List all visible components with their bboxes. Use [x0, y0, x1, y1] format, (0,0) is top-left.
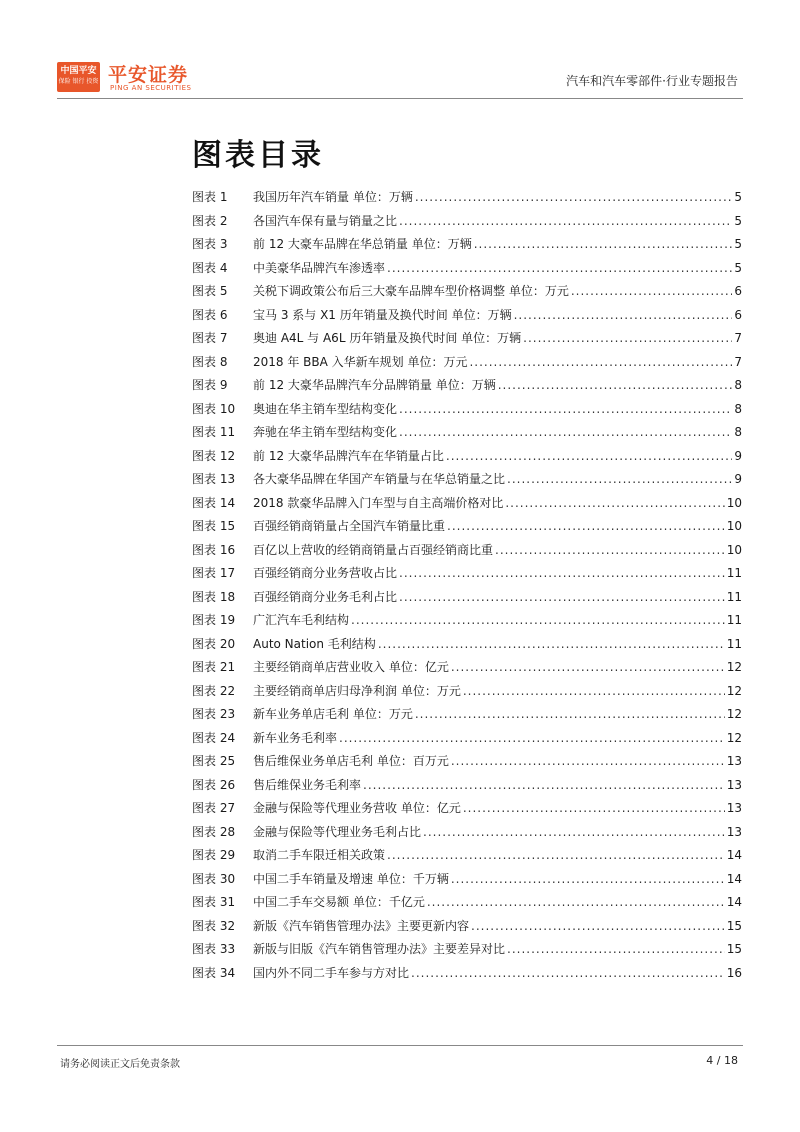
toc-entry-page: 8 — [734, 425, 742, 439]
toc-entry-label: 图表 32 — [192, 918, 236, 933]
toc-entry-label: 图表 8 — [192, 354, 228, 369]
toc-entry-title: 新车业务单店毛利 单位：万元 — [253, 707, 413, 721]
toc-dot-leader — [427, 895, 725, 909]
toc-entry-title: 各大豪华品牌在华国产车销量与在华总销量之比 — [253, 472, 506, 486]
brand-name: 平安证券 — [108, 64, 189, 86]
toc-entry-label: 图表 27 — [192, 801, 236, 815]
toc-entry[interactable] — [192, 564, 742, 588]
toc-dot-leader — [415, 190, 733, 204]
toc-entry[interactable] — [192, 799, 742, 823]
toc-entry[interactable] — [192, 964, 742, 988]
toc-dot-leader — [469, 355, 732, 369]
toc-entry[interactable] — [192, 635, 742, 659]
toc-entry[interactable] — [192, 846, 742, 870]
toc-entry-label: 图表 13 — [192, 472, 236, 486]
toc-entry-page: 8 — [734, 378, 742, 392]
toc-entry-title: 取消二手车限迁相关政策 — [253, 848, 386, 862]
toc-entry-title: 售后维保业务单店毛利 单位：百万元 — [253, 754, 449, 768]
toc-entry-title: 百强经销商销量占全国汽车销量比重 — [253, 519, 446, 533]
toc-entry-label: 图表 5 — [192, 284, 228, 298]
toc-entry-label: 图表 19 — [192, 613, 236, 627]
toc-entry-page: 14 — [726, 871, 742, 886]
toc-entry-label: 图表 21 — [192, 660, 236, 674]
toc-entry-title: 金融与保险等代理业务毛利占比 — [253, 824, 422, 839]
toc-entry[interactable] — [192, 376, 742, 400]
toc-entry-page: 12 — [726, 730, 742, 745]
toc-entry[interactable] — [192, 729, 742, 753]
table-of-figures — [192, 188, 742, 987]
toc-entry-page: 5 — [734, 213, 742, 228]
toc-entry-title: 金融与保险等代理业务营收 单位：亿元 — [253, 801, 461, 815]
toc-entry-label: 图表 14 — [192, 495, 236, 510]
toc-entry-title: 国内外不同二手车参与方对比 — [253, 965, 410, 980]
toc-entry-page: 11 — [726, 613, 742, 627]
toc-dot-leader — [446, 449, 732, 463]
toc-entry[interactable] — [192, 470, 742, 494]
toc-entry-page: 13 — [726, 754, 742, 768]
toc-entry-page: 13 — [726, 824, 742, 839]
toc-entry-label: 图表 24 — [192, 730, 236, 745]
toc-entry-title: 中国二手车销量及增速 单位：千万辆 — [253, 871, 449, 886]
toc-dot-leader — [523, 331, 732, 345]
footer-disclaimer: 请务必阅读正文后免责条款 — [60, 1059, 180, 1070]
toc-entry[interactable] — [192, 682, 742, 706]
toc-entry[interactable] — [192, 752, 742, 776]
toc-entry-page: 5 — [734, 260, 742, 275]
toc-entry-page: 5 — [734, 237, 742, 251]
logo-sub-text: 保险 银行 投资 — [58, 78, 99, 85]
toc-entry-label: 图表 7 — [192, 331, 228, 345]
toc-entry[interactable] — [192, 940, 742, 964]
toc-entry[interactable] — [192, 658, 742, 682]
toc-entry-label: 图表 9 — [192, 378, 228, 392]
toc-entry-page: 11 — [726, 636, 742, 651]
toc-entry-label: 图表 1 — [192, 190, 228, 204]
toc-entry-title: 新版与旧版《汽车销售管理办法》主要差异对比 — [253, 942, 506, 956]
toc-entry-label: 图表 33 — [192, 942, 236, 956]
toc-entry-page: 13 — [726, 801, 742, 815]
toc-entry-title: 前 12 大豪华品牌汽车分品牌销量 单位：万辆 — [253, 378, 496, 392]
toc-entry-title: 各国汽车保有量与销量之比 — [253, 213, 398, 228]
toc-dot-leader — [451, 754, 725, 768]
toc-dot-leader — [507, 472, 732, 486]
toc-entry-title: 新版《汽车销售管理办法》主要更新内容 — [253, 918, 470, 933]
toc-entry[interactable] — [192, 235, 742, 259]
toc-entry[interactable] — [192, 917, 742, 941]
toc-entry[interactable] — [192, 588, 742, 612]
ping-an-logo — [57, 62, 100, 92]
toc-dot-leader — [423, 825, 725, 839]
toc-entry[interactable] — [192, 212, 742, 236]
toc-dot-leader — [571, 284, 733, 298]
toc-entry[interactable] — [192, 541, 742, 565]
toc-entry-page: 15 — [726, 942, 742, 956]
toc-entry-page: 10 — [726, 519, 742, 533]
toc-entry-label: 图表 18 — [192, 589, 236, 604]
toc-entry-page: 8 — [734, 401, 742, 416]
toc-dot-leader — [507, 942, 725, 956]
toc-entry-title: 我国历年汽车销量 单位：万辆 — [253, 190, 413, 204]
toc-entry[interactable] — [192, 893, 742, 917]
toc-dot-leader — [363, 778, 725, 792]
toc-entry-page: 12 — [726, 660, 742, 674]
toc-entry-page: 6 — [734, 284, 742, 298]
toc-entry-page: 12 — [726, 707, 742, 721]
toc-entry-page: 15 — [726, 918, 742, 933]
toc-entry-page: 5 — [734, 190, 742, 204]
toc-dot-leader — [451, 872, 725, 886]
toc-entry-label: 图表 17 — [192, 566, 236, 580]
toc-dot-leader — [399, 402, 732, 416]
toc-entry-page: 13 — [726, 777, 742, 792]
toc-entry-label: 图表 2 — [192, 213, 228, 228]
toc-entry-title: 广汇汽车毛利结构 — [253, 613, 350, 627]
toc-entry[interactable] — [192, 705, 742, 729]
toc-entry-label: 图表 15 — [192, 519, 236, 533]
toc-entry[interactable] — [192, 776, 742, 800]
toc-dot-leader — [399, 590, 725, 604]
toc-entry-label: 图表 29 — [192, 848, 236, 862]
toc-entry-label: 图表 30 — [192, 871, 236, 886]
toc-entry[interactable] — [192, 494, 742, 518]
toc-entry-label: 图表 11 — [192, 425, 236, 439]
toc-dot-leader — [495, 543, 725, 557]
toc-dot-leader — [463, 801, 725, 815]
toc-entry-title: 中国二手车交易额 单位：千亿元 — [253, 895, 425, 909]
toc-entry-label: 图表 3 — [192, 237, 228, 251]
header-divider — [57, 98, 743, 99]
toc-entry-title: 奔驰在华主销车型结构变化 — [253, 425, 398, 439]
toc-entry[interactable] — [192, 823, 742, 847]
toc-entry[interactable] — [192, 423, 742, 447]
toc-entry[interactable] — [192, 306, 742, 330]
toc-entry-page: 6 — [734, 307, 742, 322]
toc-entry-title: 主要经销商单店营业收入 单位：亿元 — [253, 660, 449, 674]
brand-english-name: PING AN SECURITIES — [110, 84, 192, 92]
toc-dot-leader — [387, 261, 732, 275]
toc-entry[interactable] — [192, 188, 742, 212]
toc-entry[interactable] — [192, 282, 742, 306]
toc-entry-title: 主要经销商单店归母净利润 单位：万元 — [253, 683, 461, 698]
footer-divider — [57, 1045, 743, 1046]
toc-entry[interactable] — [192, 400, 742, 424]
toc-entry-title: 奥迪在华主销车型结构变化 — [253, 401, 398, 416]
toc-entry[interactable] — [192, 353, 742, 377]
toc-entry[interactable] — [192, 259, 742, 283]
toc-entry-page: 14 — [726, 848, 742, 862]
toc-entry-label: 图表 22 — [192, 683, 236, 698]
toc-dot-leader — [498, 378, 733, 392]
toc-entry-title: 百亿以上营收的经销商销量占百强经销商比重 — [253, 542, 494, 557]
toc-entry-title: 前 12 大豪华品牌汽车在华销量占比 — [253, 448, 444, 463]
toc-entry-label: 图表 34 — [192, 965, 236, 980]
toc-entry-label: 图表 28 — [192, 824, 236, 839]
toc-entry-title: 百强经销商分业务毛利占比 — [253, 589, 398, 604]
toc-dot-leader — [474, 237, 733, 251]
toc-entry-page: 12 — [726, 683, 742, 698]
toc-dot-leader — [471, 919, 725, 933]
toc-entry-label: 图表 25 — [192, 754, 236, 768]
toc-entry-title: 关税下调政策公布后三大豪车品牌车型价格调整 单位：万元 — [253, 284, 569, 298]
toc-entry-label: 图表 26 — [192, 777, 236, 792]
toc-dot-leader — [514, 308, 733, 322]
toc-dot-leader — [399, 214, 732, 228]
toc-dot-leader — [351, 613, 725, 627]
page-number: 4 / 18 — [706, 1054, 738, 1067]
toc-entry-title: 奥迪 A4L 与 A6L 历年销量及换代时间 单位：万辆 — [253, 331, 522, 345]
toc-entry-label: 图表 23 — [192, 707, 236, 721]
toc-entry-label: 图表 4 — [192, 260, 228, 275]
toc-dot-leader — [399, 566, 725, 580]
toc-entry-page: 10 — [726, 542, 742, 557]
toc-entry[interactable] — [192, 611, 742, 635]
toc-entry-label: 图表 10 — [192, 401, 236, 416]
toc-entry-title: 售后维保业务毛利率 — [253, 777, 362, 792]
toc-dot-leader — [399, 425, 732, 439]
toc-entry-page: 9 — [734, 448, 742, 463]
toc-entry-page: 16 — [726, 965, 742, 980]
toc-dot-leader — [387, 848, 725, 862]
toc-entry-label: 图表 20 — [192, 636, 236, 651]
report-title: 汽车和汽车零部件·行业专题报告 — [566, 74, 738, 88]
toc-entry-title: 中美豪华品牌汽车渗透率 — [253, 260, 386, 275]
toc-entry-page: 10 — [726, 495, 742, 510]
toc-dot-leader — [411, 966, 725, 980]
toc-entry-title: Auto Nation 毛利结构 — [253, 636, 376, 651]
toc-entry[interactable] — [192, 447, 742, 471]
toc-entry-page: 14 — [726, 895, 742, 909]
toc-dot-leader — [415, 707, 725, 721]
toc-entry[interactable] — [192, 329, 742, 353]
toc-entry-label: 图表 6 — [192, 307, 228, 322]
page-title: 图表目录 — [192, 138, 324, 173]
page-header — [0, 0, 800, 98]
toc-dot-leader — [378, 637, 725, 651]
toc-dot-leader — [505, 496, 724, 510]
toc-entry-page: 11 — [726, 566, 742, 580]
toc-entry-title: 百强经销商分业务营收占比 — [253, 566, 398, 580]
toc-entry-title: 宝马 3 系与 X1 历年销量及换代时间 单位：万辆 — [253, 307, 512, 322]
toc-dot-leader — [463, 684, 725, 698]
toc-dot-leader — [339, 731, 725, 745]
toc-entry-title: 2018 年 BBA 入华新车规划 单位：万元 — [253, 354, 468, 369]
toc-entry-page: 7 — [734, 354, 742, 369]
toc-dot-leader — [451, 660, 725, 674]
toc-entry-label: 图表 31 — [192, 895, 236, 909]
toc-entry[interactable] — [192, 870, 742, 894]
toc-dot-leader — [447, 519, 725, 533]
toc-entry-title: 新车业务毛利率 — [253, 730, 338, 745]
toc-entry[interactable] — [192, 517, 742, 541]
toc-entry-label: 图表 16 — [192, 542, 236, 557]
toc-entry-label: 图表 12 — [192, 448, 236, 463]
toc-entry-title: 前 12 大豪车品牌在华总销量 单位：万辆 — [253, 237, 472, 251]
toc-entry-title: 2018 款豪华品牌入门车型与自主高端价格对比 — [253, 495, 504, 510]
logo-top-text: 中国平安 — [60, 66, 97, 76]
toc-entry-page: 9 — [734, 472, 742, 486]
toc-entry-page: 11 — [726, 589, 742, 604]
toc-entry-page: 7 — [734, 331, 742, 345]
